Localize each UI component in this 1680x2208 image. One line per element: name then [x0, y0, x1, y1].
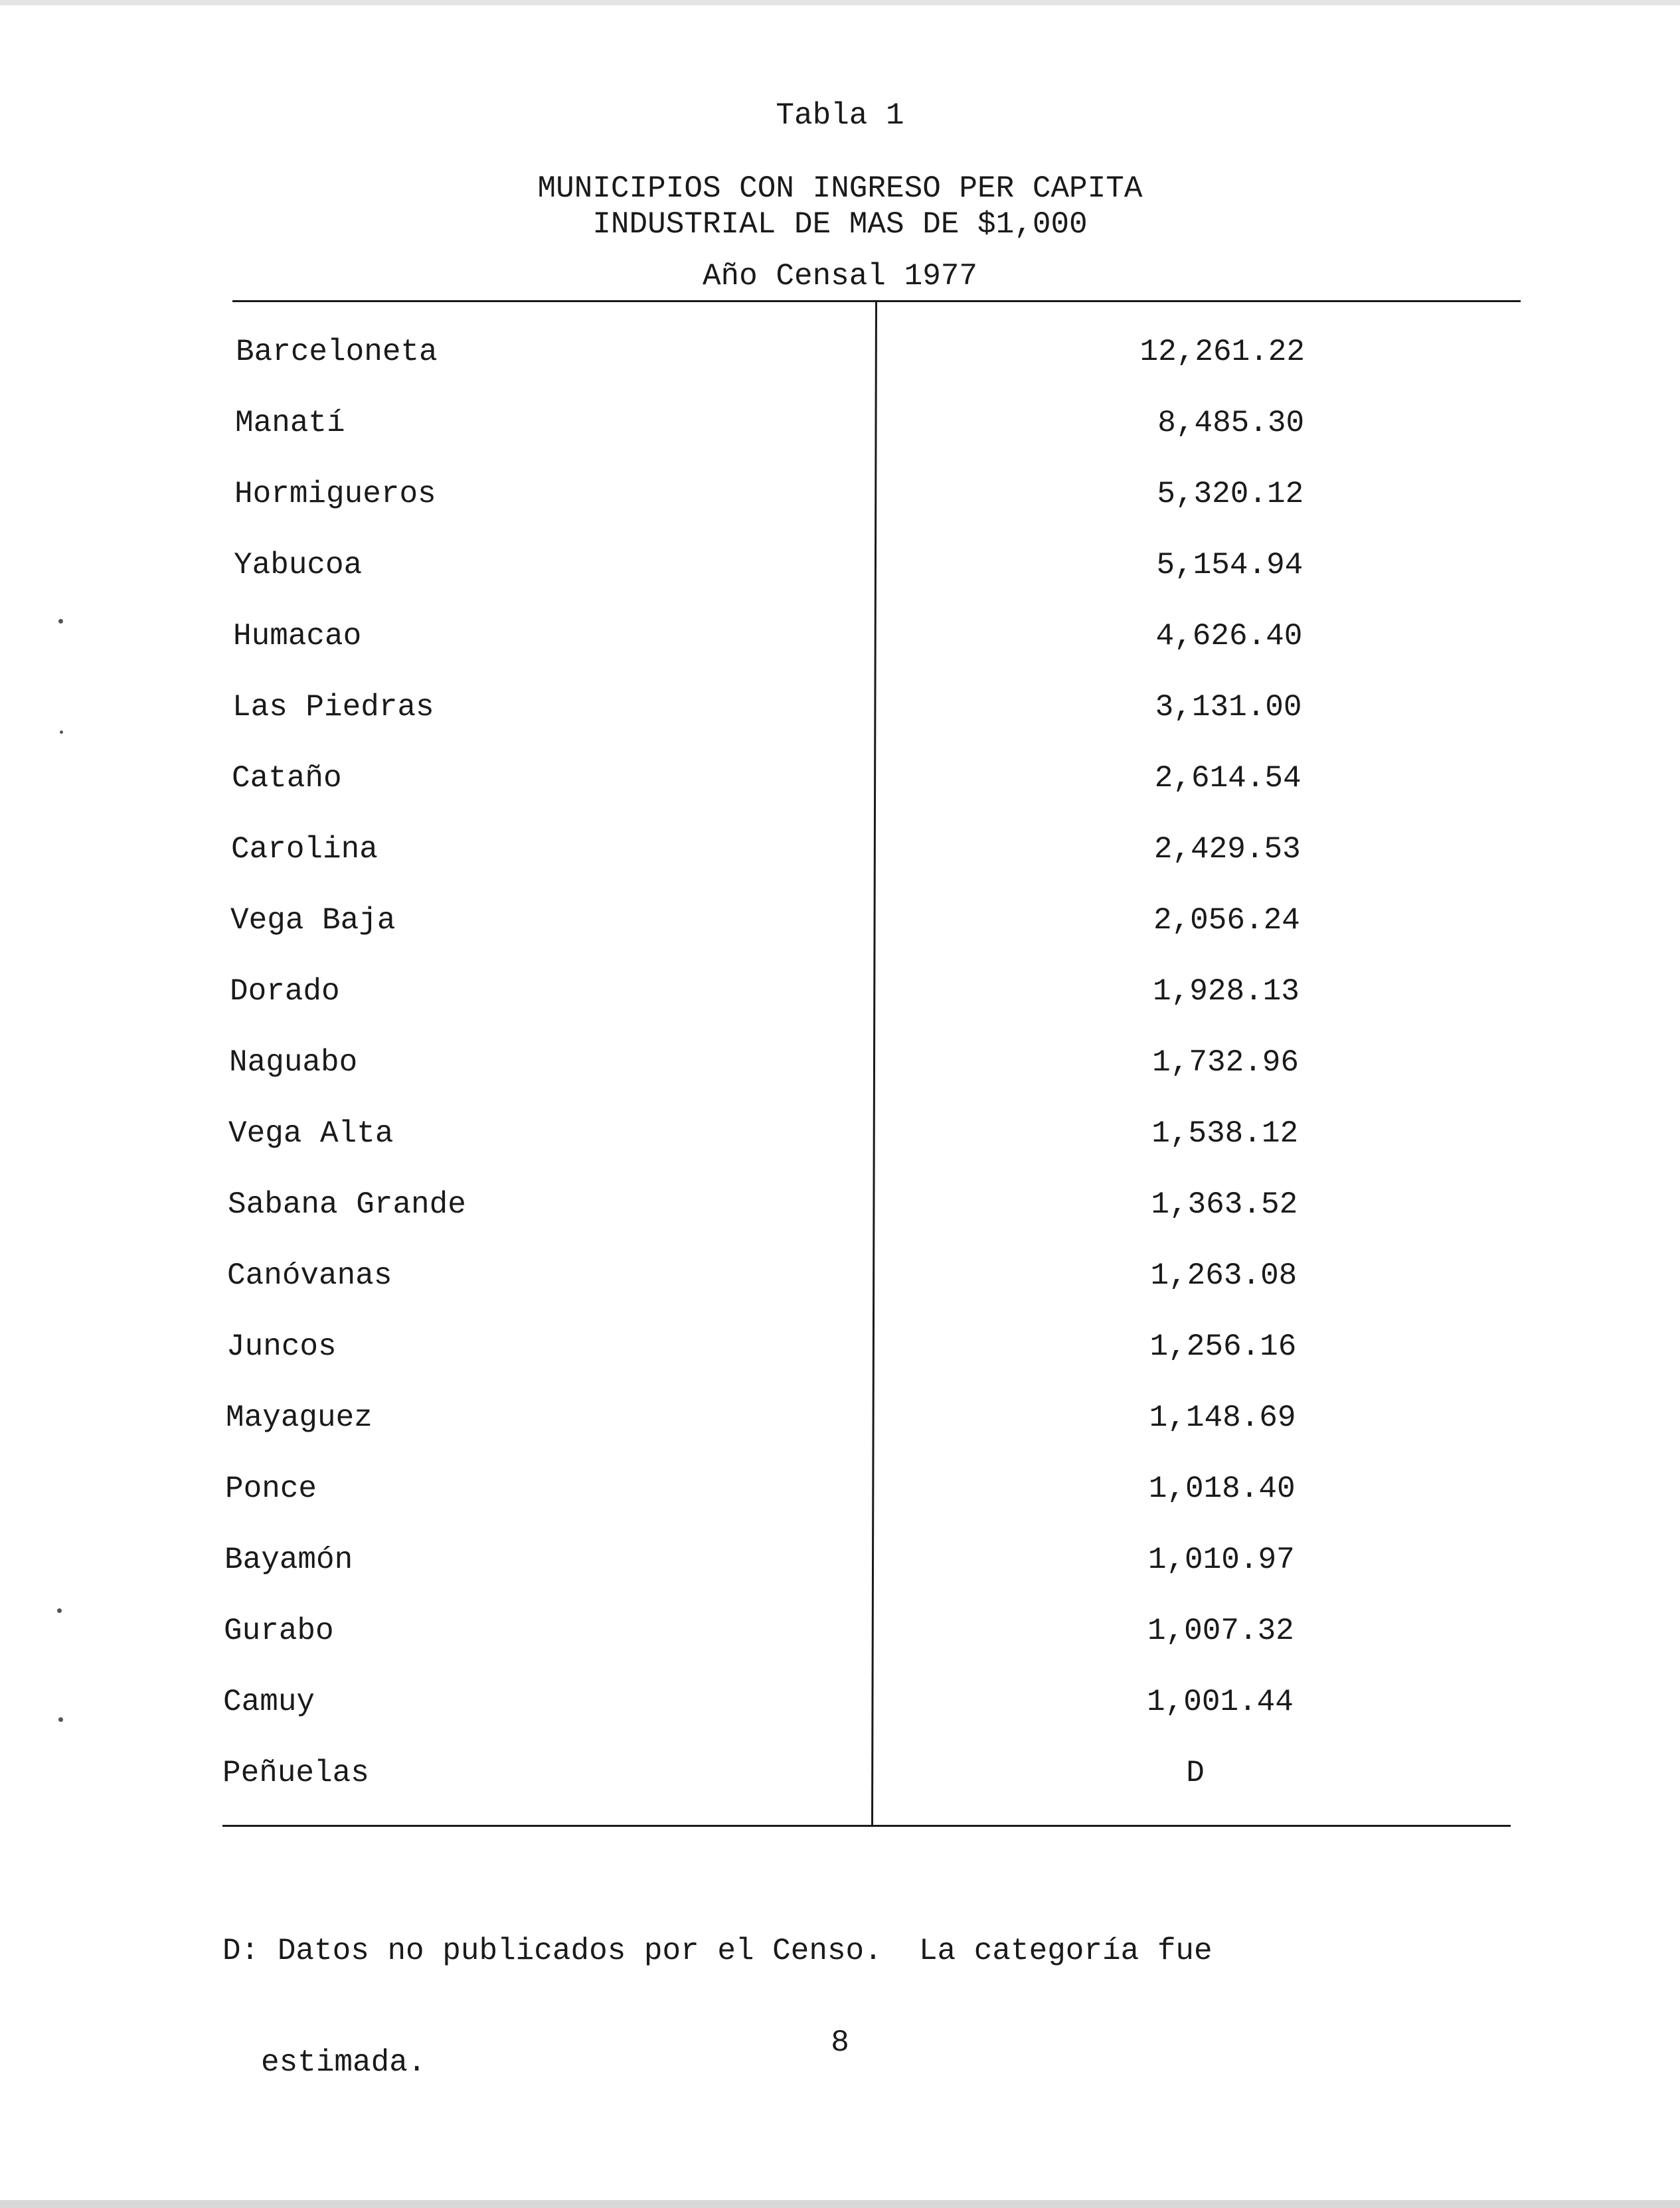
table-title-line-1: MUNICIPIOS CON INGRESO PER CAPITA — [537, 171, 1143, 206]
ingreso-value: 2,429.53 — [1153, 832, 1301, 867]
municipio-name: Camuy — [223, 1685, 315, 1719]
ingreso-value: 1,363.52 — [1151, 1187, 1298, 1222]
municipio-name: Dorado — [230, 974, 340, 1009]
ingreso-value: 1,148.69 — [1149, 1401, 1296, 1435]
table-bottom-rule — [222, 1825, 1511, 1827]
municipio-name: Vega Baja — [230, 903, 396, 938]
municipio-name: Naguabo — [229, 1045, 358, 1080]
table-title-line-2: INDUSTRIAL DE MAS DE $1,000 — [592, 207, 1088, 242]
ingreso-value: 1,001.44 — [1147, 1685, 1294, 1719]
municipio-name: Peñuelas — [222, 1756, 369, 1790]
municipio-name: Carolina — [231, 832, 378, 867]
table-row — [0, 542, 1680, 588]
scan-speck — [58, 619, 63, 624]
ingreso-value: 1,263.08 — [1150, 1258, 1298, 1293]
ingreso-value: 12,261.22 — [1139, 335, 1305, 369]
table-row — [0, 968, 1680, 1015]
municipio-name: Yabucoa — [234, 548, 363, 582]
footnote-line-2: estimada. — [261, 2045, 426, 2080]
ingreso-value: 1,256.16 — [1149, 1329, 1297, 1364]
table-row — [0, 471, 1680, 517]
scan-top-edge — [0, 0, 1680, 5]
municipio-name: Manatí — [235, 406, 345, 440]
ingreso-value: 8,485.30 — [1157, 406, 1305, 440]
ingreso-value: 1,928.13 — [1153, 974, 1300, 1009]
municipio-name: Ponce — [225, 1472, 317, 1506]
table-row — [0, 1110, 1680, 1157]
table-row — [0, 826, 1680, 873]
table-row — [0, 1466, 1680, 1512]
scan-bottom-edge — [0, 2200, 1680, 2208]
municipio-name: Gurabo — [224, 1614, 334, 1648]
ingreso-value: 5,320.12 — [1157, 477, 1304, 511]
municipio-name: Juncos — [226, 1329, 337, 1364]
ingreso-value: 3,131.00 — [1155, 690, 1302, 724]
table-row — [0, 1608, 1680, 1654]
scan-speck — [60, 730, 63, 734]
table-row — [0, 1679, 1680, 1725]
ingreso-value: 2,056.24 — [1153, 903, 1300, 938]
table-row — [0, 1395, 1680, 1441]
municipio-name: Las Piedras — [232, 690, 434, 724]
ingreso-value: 4,626.40 — [1155, 619, 1303, 653]
table-row — [0, 329, 1680, 375]
table-row — [0, 613, 1680, 659]
municipio-name: Vega Alta — [228, 1116, 394, 1151]
ingreso-value: 1,010.97 — [1147, 1543, 1295, 1577]
ingreso-value: 1,018.40 — [1148, 1472, 1296, 1506]
table-row — [0, 1323, 1680, 1370]
municipio-name: Bayamón — [224, 1543, 353, 1577]
table-row — [0, 1039, 1680, 1086]
ingreso-value: 5,154.94 — [1156, 548, 1303, 582]
footnote-line-1: D: Datos no publicados por el Censo. La categoría fue — [222, 1934, 1213, 1968]
municipio-name: Sabana Grande — [228, 1187, 466, 1222]
municipio-name: Barceloneta — [236, 335, 438, 369]
municipio-name: Mayaguez — [226, 1401, 373, 1435]
table-row — [0, 1181, 1680, 1228]
ingreso-value: 2,614.54 — [1154, 761, 1302, 796]
table-row — [0, 1537, 1680, 1583]
ingreso-value: 1,007.32 — [1147, 1614, 1294, 1648]
page-number: 8 — [831, 2025, 849, 2060]
municipio-name: Humacao — [233, 619, 362, 653]
table-label: Tabla 1 — [776, 98, 904, 133]
footnote — [222, 1858, 1484, 2118]
table-row — [0, 684, 1680, 730]
ingreso-value: 1,732.96 — [1152, 1045, 1299, 1080]
table-row — [0, 1252, 1680, 1299]
ingreso-value: 1,538.12 — [1151, 1116, 1299, 1151]
table-row — [0, 897, 1680, 944]
table-row — [0, 755, 1680, 802]
municipio-name: Cataño — [232, 761, 342, 796]
ingreso-value: D — [1186, 1756, 1205, 1790]
table-row — [0, 1750, 1680, 1796]
municipio-name: Canóvanas — [227, 1258, 392, 1293]
table-row — [0, 400, 1680, 446]
scan-speck — [58, 1717, 63, 1722]
scan-speck — [57, 1608, 62, 1613]
census-year-heading: Año Censal 1977 — [702, 259, 978, 294]
municipio-name: Hormigueros — [234, 477, 436, 511]
